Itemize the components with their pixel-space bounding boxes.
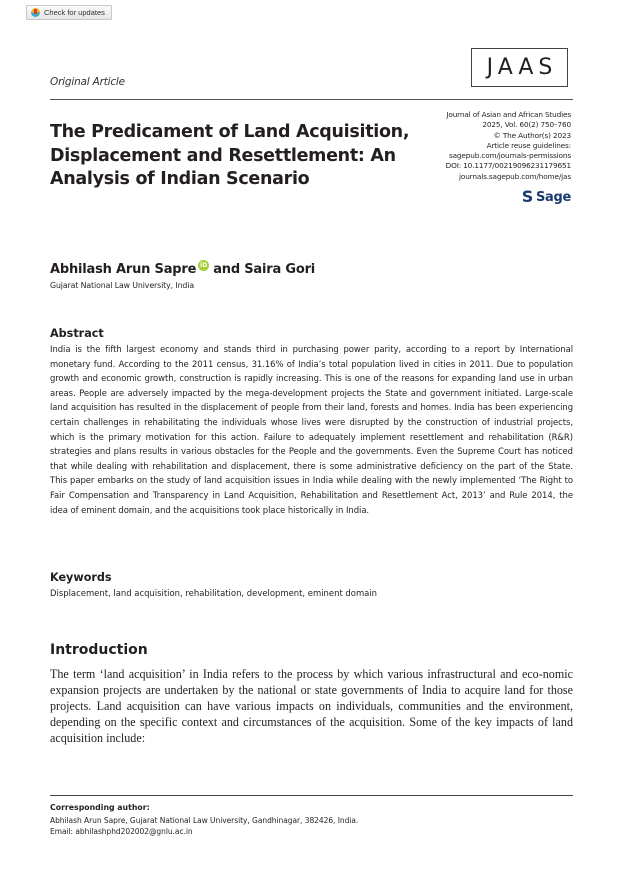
author-1: Abhilash Arun Sapre <box>50 262 197 277</box>
journal-logo-text: JAAS <box>486 55 558 80</box>
keywords-heading: Keywords <box>50 571 112 584</box>
sage-s-icon: S <box>521 187 533 206</box>
crossmark-icon <box>31 8 40 17</box>
introduction-heading: Introduction <box>50 642 148 658</box>
journal-logo <box>471 48 568 87</box>
article-title: The Predicament of Land Acquisition, Displacement and Resettlement: An Analysis of Indian Scenario <box>50 122 410 189</box>
corresponding-author-email[interactable]: Email: abhilashphd202002@gnlu.ac.in <box>50 827 193 836</box>
abstract-text: India is the fifth largest economy and stands third in purchasing power parity, according to a report by International monetary fund. According to the 2011 census, 31.16% of India’s total population lived in cities in 2011. Due to population growth and economic growth, construction is rapidly increasing. This is one of the reasons for expanding land use in urban areas. People are adversely impacted by the mega-development projects the State and government initiated. Large-scale land acquisition has resulted in the displacement of people from their land, forests and homes. India has been experiencing certain challenges in rehabilitating the individuals whose lives were disrupted by the construction of industrial projects, which is the primary motivation for this action. Failure to adequately implement resettlement and rehabilitation (R&R) strategies and plans results in various obstacles for the People and the governments. Even the Supreme Court has noticed that while dealing with rehabilitation and displacement, there is some administrative deficiency on the part of the State. This paper embarks on the study of land acquisition issues in India while dealing with the newly implemented ‘The Right to Fair Compensation and Transparency in Land Acquisition, Rehabilitation and Resettlement Act, 2013’ and Rule 2014, the idea of eminent domain, and the acquisitions took place historically in India. <box>50 344 573 515</box>
publisher-logo <box>522 189 571 205</box>
check-for-updates-button[interactable] <box>26 5 112 20</box>
journal-home-link[interactable]: journals.sagepub.com/home/jas <box>459 171 571 181</box>
journal-volume: 2025, Vol. 60(2) 750–760 <box>482 120 571 130</box>
author-2: and Saira Gori <box>213 262 316 277</box>
doi[interactable]: DOI: 10.1177/00219096231179651 <box>445 161 571 171</box>
introduction-text: The term ‘land acquisition’ in India refers to the process by which various infrastructural and eco-nomic expansion projects are undertaken by the national or state governments of India to acquire land for those projects. Land acquisition can have various impacts on individuals, communities and the environment, depending on the specific context and circumstances of the acquisition. Some of the key impacts of land acquisition include: <box>50 667 573 745</box>
abstract-heading: Abstract <box>50 327 104 340</box>
affiliation: Gujarat National Law University, India <box>50 281 195 290</box>
reuse-label: Article reuse guidelines: <box>486 140 571 150</box>
keywords-text: Displacement, land acquisition, rehabilitation, development, eminent domain <box>50 588 378 598</box>
article-type: Original Article <box>50 76 125 88</box>
reuse-link[interactable]: sagepub.com/journals-permissions <box>448 151 571 161</box>
corresponding-author-address: Abhilash Arun Sapre, Gujarat National Law University, Gandhinagar, 382426, India. <box>50 816 359 825</box>
header-divider <box>50 99 573 100</box>
check-for-updates-label: Check for updates <box>44 8 105 17</box>
journal-metadata <box>446 110 571 182</box>
journal-name: Journal of Asian and African Studies <box>446 110 571 119</box>
copyright: © The Author(s) 2023 <box>493 130 571 140</box>
corresponding-author-heading: Corresponding author: <box>50 803 150 812</box>
author-line <box>50 262 315 277</box>
publisher-name: Sage <box>535 189 571 205</box>
orcid-icon[interactable]: iD <box>200 262 208 269</box>
footnote-divider <box>50 795 573 796</box>
